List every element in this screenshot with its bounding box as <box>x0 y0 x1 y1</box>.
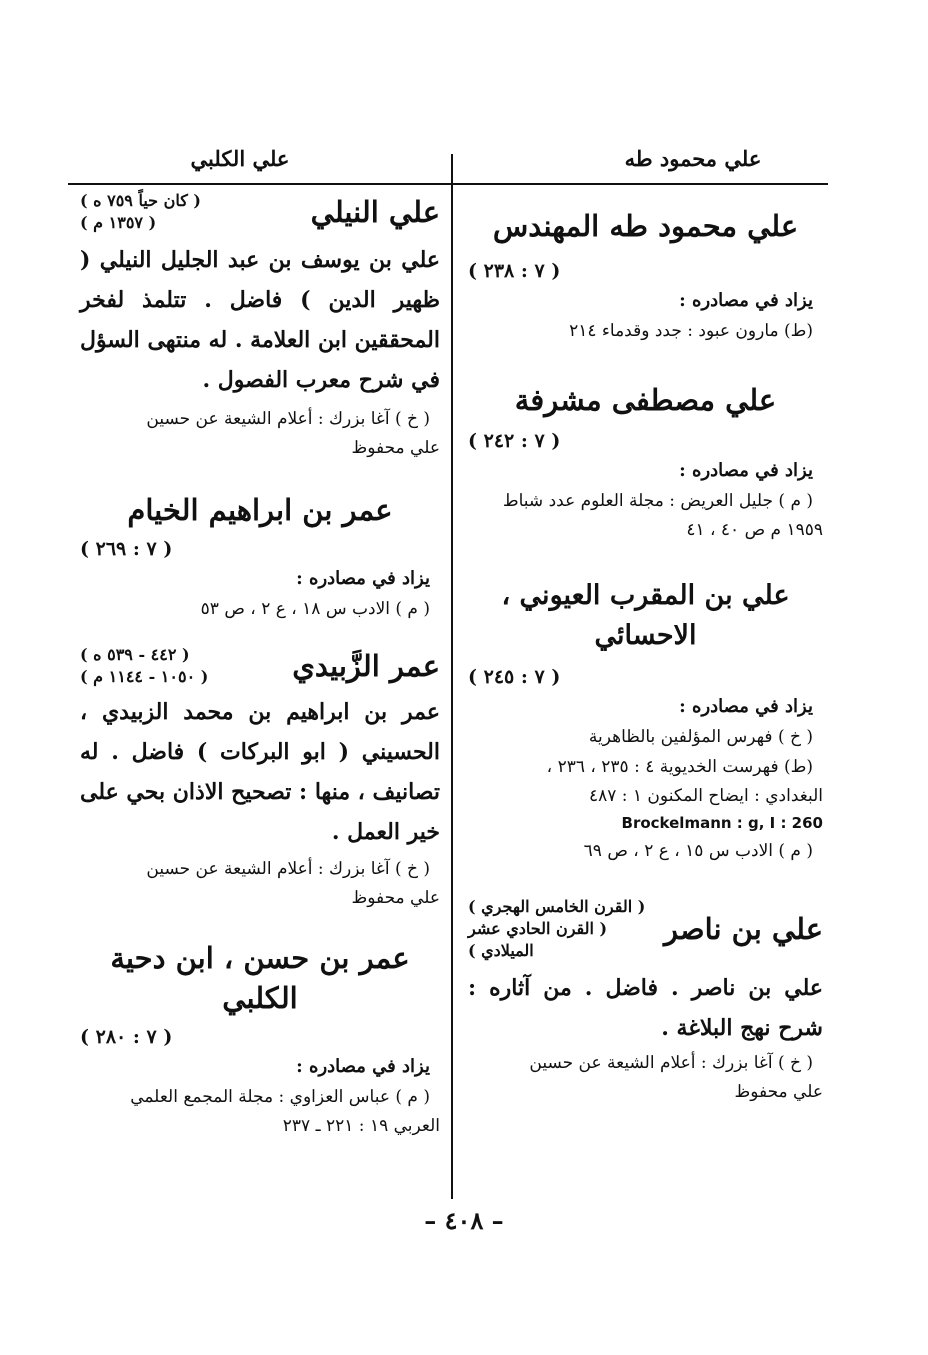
entry-ali-ibn-nasir <box>468 896 823 1106</box>
entry-title: عمر بن حسن ، ابن دحية الكلبي <box>110 941 410 1015</box>
entry-body: علي بن يوسف بن عبد الجليل النيلي ( ظهير الدين ) فاضل . تتلمذ لفخر المحققين ابن العلامة . له منتهى السؤل في شرح معرب الفصول . <box>80 247 440 393</box>
source-line: علي محفوظ <box>351 438 440 458</box>
entry-ali-mustafa-musharrafa <box>468 380 823 544</box>
entry-dates <box>468 896 656 962</box>
running-head-right: علي محمود طه <box>624 146 762 171</box>
volume-ref: ( ٧ : ٢٨٠ ) <box>80 1026 173 1048</box>
entry-heading <box>468 896 823 962</box>
additions-label: يزاد في مصادره : <box>296 568 430 589</box>
additions-label: يزاد في مصادره : <box>296 1056 430 1077</box>
entry-title: علي محمود طه المهندس <box>492 209 799 243</box>
entry-ali-al-nili <box>80 190 440 462</box>
entry-ali-mahmud-taha <box>468 206 823 346</box>
entry-body: عمر بن ابراهيم بن محمد الزبيدي ، الحسيني ( ابو البركات ) فاضل . له تصانيف ، منها : تصحيح الاذان بحي على خير العمل . <box>80 699 440 845</box>
entry-title: علي بن ناصر <box>664 912 823 946</box>
source-line: علي محفوظ <box>734 1082 823 1102</box>
source-line: (ط) فهرست الخديوية ٤ : ٢٣٥ ، ٢٣٦ ، <box>546 757 813 777</box>
entry-omar-al-zabidi <box>80 644 440 912</box>
date-hijri: ( القرن الخامس الهجري ) <box>468 897 646 916</box>
source-line: ( خ ) آغا بزرك : أعلام الشيعة عن حسين <box>146 409 430 429</box>
source-line: علي محفوظ <box>351 888 440 908</box>
additions-label: يزاد في مصادره : <box>679 460 813 481</box>
volume-ref: ( ٧ : ٢٤٥ ) <box>468 666 561 688</box>
source-line: ( خ ) آغا بزرك : أعلام الشيعة عن حسين <box>146 859 430 879</box>
left-column <box>80 190 440 1160</box>
column-divider <box>451 154 453 1199</box>
source-line: البغدادي : ايضاح المكنون ١ : ٤٨٧ <box>588 786 823 806</box>
source-line: ( خ ) فهرس المؤلفين بالظاهرية <box>588 727 813 747</box>
additions-label: يزاد في مصادره : <box>679 290 813 311</box>
entry-title: عمر الزَّبيدي <box>292 649 440 683</box>
entry-omar-ibn-dihya <box>80 938 440 1140</box>
source-line: (ط) مارون عبود : جدد وقدماء ٢١٤ <box>569 321 813 341</box>
entry-title: علي مصطفى مشرفة <box>514 383 777 417</box>
volume-ref: ( ٧ : ٢٦٩ ) <box>80 538 173 560</box>
additions-label: يزاد في مصادره : <box>679 696 813 717</box>
date-gregorian: ( القرن الحادي عشر الميلادي ) <box>468 919 608 960</box>
date-hijri: ( ٤٤٢ - ٥٣٩ ه ) <box>80 645 190 664</box>
entry-omar-khayyam <box>80 490 440 624</box>
entry-dates <box>80 190 303 234</box>
date-hijri: ( كان حياً ٧٥٩ ه ) <box>80 191 201 210</box>
source-line: ( م ) الادب س ١٨ ، ع ٢ ، ص ٥٣ <box>200 599 430 619</box>
date-gregorian: ( ١٠٥٠ - ١١٤٤ م ) <box>80 667 209 686</box>
entry-title: علي بن المقرب العيوني ، الاحسائي <box>501 580 790 651</box>
volume-ref: ( ٧ : ٢٣٨ ) <box>468 260 561 282</box>
entry-dates <box>80 644 284 688</box>
volume-ref: ( ٧ : ٢٤٢ ) <box>468 430 561 452</box>
entry-heading <box>80 644 440 688</box>
entry-title: عمر بن ابراهيم الخيام <box>127 493 393 527</box>
entry-body: علي بن ناصر . فاضل . من آثاره : شرح نهج البلاغة . <box>468 975 823 1041</box>
source-line: ١٩٥٩ م ص ٤٠ ، ٤١ <box>686 520 823 540</box>
source-line: ( م ) جليل العريض : مجلة العلوم عدد شباط <box>502 491 813 511</box>
source-line: العربي ١٩ : ٢٢١ ـ ٢٣٧ <box>282 1116 440 1136</box>
source-line: ( م ) الادب س ١٥ ، ع ٢ ، ص ٦٩ <box>583 841 813 861</box>
source-line: ( م ) عباس العزاوي : مجلة المجمع العلمي <box>130 1087 430 1107</box>
header-rule <box>68 183 828 185</box>
entry-title: علي النيلي <box>310 195 440 229</box>
source-line: ( خ ) آغا بزرك : أعلام الشيعة عن حسين <box>529 1053 813 1073</box>
entry-heading <box>80 190 440 234</box>
entry-ali-ibn-al-muqarrab <box>468 576 823 866</box>
source-line-latin: Brockelmann : g, I : 260 <box>621 814 823 832</box>
page-number: – ٤٠٨ – <box>424 1206 504 1235</box>
date-gregorian: ( ١٣٥٧ م ) <box>80 213 157 232</box>
running-head-left: علي الكلبي <box>190 146 290 171</box>
right-column <box>468 190 823 1126</box>
